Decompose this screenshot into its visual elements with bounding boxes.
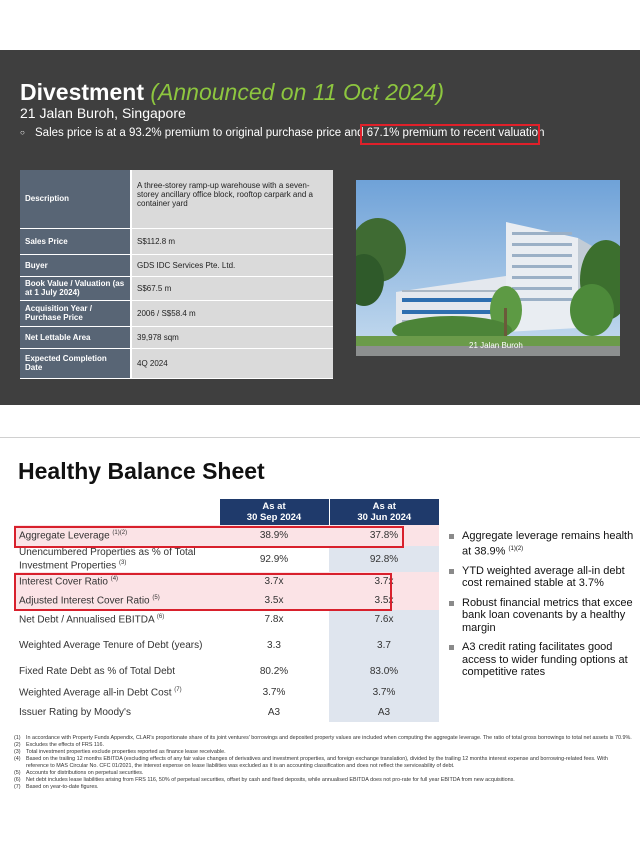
footnotes <box>14 735 632 791</box>
header-blank <box>14 499 219 525</box>
table-row <box>20 170 333 228</box>
value-30-sep: 80.2% <box>259 666 289 677</box>
footnote-text: Excludes the effects of FRS 116. <box>26 742 105 748</box>
row-label-text: Issuer Rating by Moody's <box>19 707 131 718</box>
bullet-item <box>448 565 640 590</box>
bullet-line: access to wider funding options at <box>462 653 628 666</box>
footnote <box>14 770 632 777</box>
footnote-text: Based on year-to-date figures. <box>26 784 99 790</box>
detail-label: Net Lettable Area <box>20 326 131 348</box>
value-30-sep: 92.9% <box>259 553 289 565</box>
detail-value: 2006 / S$58.4 m <box>131 300 333 326</box>
highlight-box-leverage <box>14 526 404 548</box>
value-30-jun: 3.5x <box>329 591 439 610</box>
footnote-number: (7) <box>14 784 21 790</box>
footnote-number: (1) <box>14 735 21 741</box>
slide-divider <box>0 437 640 438</box>
row-label-text: Aggregate Leverage <box>19 530 110 542</box>
table-header-row <box>14 499 439 525</box>
detail-label: Sales Price <box>20 228 131 254</box>
footnote <box>14 777 632 784</box>
footnote-text: Net debt includes lease liabilities arising from FRS 116, 50% of perpetual securities, offset by cash and fixed deposits, while annualised EBITDA does not pro-rate for full year EBITDA from new acquisitions. <box>26 777 515 783</box>
detail-value: GDS IDC Services Pte. Ltd. <box>131 254 333 276</box>
bullet-item <box>448 597 640 635</box>
bullet-line: competitive rates <box>462 666 546 679</box>
detail-label: Expected Completion Date <box>20 348 131 378</box>
value-30-sep: 3.7x <box>219 572 329 591</box>
photo-caption: 21 Jalan Buroh <box>469 341 523 350</box>
footnote-number: (3) <box>14 749 21 755</box>
row-footnote-ref: (4) <box>110 575 119 582</box>
row-label <box>14 661 219 682</box>
value-30-jun: A3 <box>329 703 439 722</box>
footnote <box>14 756 632 770</box>
value-30-jun: 83.0% <box>329 661 439 682</box>
row-label-text: Net Debt / Annualised EBITDA <box>19 614 155 626</box>
table-row <box>20 276 333 300</box>
value-30-sep: 7.8x <box>264 614 284 625</box>
highlight-box <box>360 124 540 145</box>
bullet-line: bank loan covenants by a healthy <box>462 609 626 622</box>
footnote-number: (6) <box>14 777 21 783</box>
detail-value: 39,978 sqm <box>131 326 333 348</box>
table-row <box>14 546 439 572</box>
table-row <box>14 629 439 661</box>
table-row <box>20 300 333 326</box>
row-label-text: Fixed Rate Debt as % of Total Debt <box>19 666 176 677</box>
table-row <box>20 326 333 348</box>
row-footnote-ref: (7) <box>174 686 182 693</box>
row-footnote-ref: (6) <box>156 613 165 620</box>
bullet-footnote-ref: (1)(2) <box>508 545 524 552</box>
value-30-jun: 3.7% <box>329 682 439 703</box>
value-30-jun: 3.7x <box>329 572 439 591</box>
row-label-text: Interest Cover Ratio <box>19 576 108 588</box>
value-30-jun: 37.8% <box>329 525 439 546</box>
value-30-jun: 3.7 <box>329 629 439 661</box>
detail-label: Buyer <box>20 254 131 276</box>
value-30-sep: 3.5x <box>219 591 329 610</box>
header-line: 30 Sep 2024 <box>246 512 302 523</box>
building-illustration <box>356 180 620 356</box>
row-footnote-ref: (1)(2) <box>112 529 128 536</box>
row-label <box>14 703 219 722</box>
divestment-title <box>20 79 444 106</box>
value-30-sep: 3.3 <box>267 639 281 651</box>
row-label <box>14 629 219 661</box>
table-row <box>20 228 333 254</box>
bullet-line: cost remained stable at 3.7% <box>462 577 604 590</box>
divestment-title-main: Divestment <box>20 79 144 105</box>
row-label-text: Weighted Average all-in Debt Cost <box>19 687 172 699</box>
detail-label: Description <box>20 170 131 228</box>
row-label <box>14 610 219 629</box>
balance-sheet-bullets <box>448 530 640 686</box>
footnote-text: In accordance with Property Funds Appendix, CLAR's proportionate share of its joint ventures' borrowings and deposited property values are included when computing the aggregate leverage. The ratio of total gross borrowings to total net assets is 70.9%. <box>26 735 632 741</box>
bullet-line: YTD weighted average all-in debt <box>462 564 625 577</box>
footnote-number: (5) <box>14 770 21 776</box>
bullet-line: A3 credit rating facilitates good <box>462 641 613 654</box>
property-photo <box>356 180 620 356</box>
value-30-sep: 3.7% <box>262 687 286 698</box>
bullet-line: Robust financial metrics that excee <box>462 596 633 609</box>
row-footnote-ref: (3) <box>119 559 127 566</box>
row-label-text: Weighted Average Tenure of Debt (years) <box>19 639 203 651</box>
bullet-item <box>448 641 640 679</box>
header-30-jun-2024 <box>329 499 439 525</box>
footnote-number: (2) <box>14 742 21 748</box>
row-footnote-ref: (5) <box>152 594 160 601</box>
table-row <box>14 661 439 682</box>
highlight-box-interest-cover <box>14 573 392 611</box>
row-label-text: Adjusted Interest Cover Ratio <box>19 595 150 607</box>
detail-value: A three-storey ramp-up warehouse with a seven-storey ancillary office block, rooftop carpark and a container yard <box>131 170 333 228</box>
divestment-bullet-text: Sales price is at a 93.2% premium to original purchase price and 67.1% premium to recent valuation <box>35 127 545 139</box>
divestment-slide <box>0 50 640 405</box>
row-label <box>14 546 219 572</box>
header-line: 30 Jun 2024 <box>357 512 412 523</box>
header-30-sep-2024 <box>219 499 329 525</box>
bullet-item <box>448 530 640 558</box>
header-line: As at <box>372 501 396 512</box>
divestment-subtitle: 21 Jalan Buroh, Singapore <box>20 105 186 121</box>
divestment-details-table <box>20 170 333 379</box>
row-label-text: Unencumbered Properties as % of Total Investment Properties <box>19 546 196 572</box>
bullet-line: margin <box>462 621 496 634</box>
detail-value: S$67.5 m <box>131 276 333 300</box>
table-row <box>20 254 333 276</box>
table-row <box>14 610 439 629</box>
detail-value: 4Q 2024 <box>131 348 333 378</box>
balance-sheet-title: Healthy Balance Sheet <box>18 458 265 484</box>
footnote-text: Total investment properties exclude properties reported as finance lease receivable. <box>26 749 226 755</box>
footnote <box>14 784 632 791</box>
footnote-text: Accounts for distributions on perpetual securities. <box>26 770 144 776</box>
table-row <box>14 703 439 722</box>
divestment-bullet <box>20 127 640 139</box>
footnote <box>14 749 632 756</box>
value-30-sep: 38.9% <box>219 525 329 546</box>
bullet-line: at 38.9% <box>462 545 506 558</box>
table-row <box>20 348 333 378</box>
row-label <box>14 682 219 703</box>
value-30-jun: 7.6x <box>329 610 439 629</box>
footnote <box>14 735 632 742</box>
bullet-line: Aggregate leverage remains health <box>462 530 634 542</box>
header-line: As at <box>262 501 286 512</box>
detail-label: Book Value / Valuation (as at 1 July 2024) <box>20 276 131 300</box>
value-30-sep: A3 <box>267 707 281 718</box>
table-row <box>14 682 439 703</box>
footnote <box>14 742 632 749</box>
footnote-number: (4) <box>14 756 21 762</box>
divestment-title-note: (Announced on 11 Oct 2024) <box>150 79 445 105</box>
footnote-text: Based on the trailing 12 months EBITDA (excluding effects of any fair value changes of derivatives and investment properties, and foreign exchange translation), divided by the trailing 12 months interest expense and borrowing-related fees. With reference to MAS Circular No. CFC 01/2021, the interest expense on lease liabilities was excluded as it is an accounting classification and does not reflect the serviceability of debt. <box>26 756 608 769</box>
detail-label: Acquisition Year / Purchase Price <box>20 300 131 326</box>
circle-bullet-icon: ○ <box>20 128 25 137</box>
detail-value: S$112.8 m <box>131 228 333 254</box>
value-30-jun: 92.8% <box>329 546 439 572</box>
